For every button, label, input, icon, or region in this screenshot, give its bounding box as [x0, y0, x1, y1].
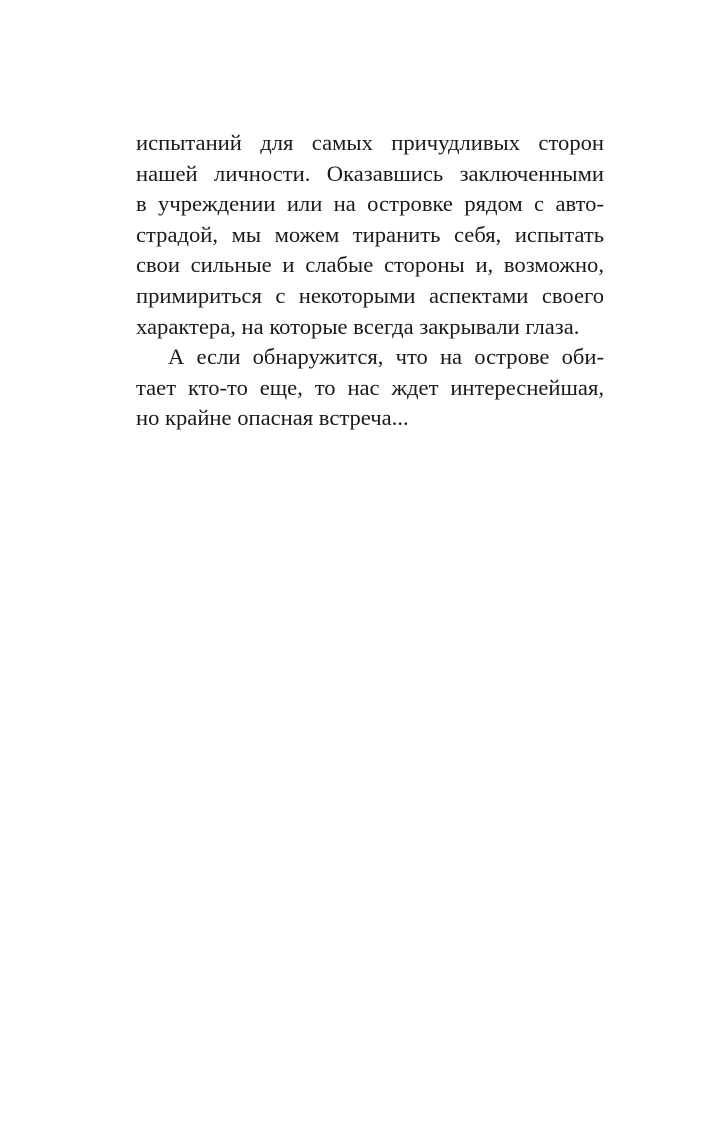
- text-line: свои сильные и слабые стороны и, возможно,: [136, 252, 604, 278]
- text-line: но крайне опасная встреча...: [136, 405, 409, 431]
- text-line: тает кто-то еще, то нас ждет интереснейшая,: [136, 374, 604, 400]
- text-line: характера, на которые всегда закрывали глаза.: [136, 313, 580, 339]
- text-line: А если обнаружится, что на острове оби-: [168, 344, 604, 370]
- text-line: нашей личности. Оказавшись заключенными: [136, 160, 604, 186]
- text-line: испытаний для самых причудливых сторон: [136, 130, 604, 155]
- text-line: страдой, мы можем тиранить себя, испытать: [136, 221, 604, 247]
- text-line: примириться с некоторыми аспектами своего: [136, 282, 604, 308]
- paragraph-1: [136, 128, 604, 342]
- paragraph-2: [136, 342, 604, 434]
- body-text: [136, 128, 604, 434]
- text-line: в учреждении или на островке рядом с авто-: [136, 191, 604, 217]
